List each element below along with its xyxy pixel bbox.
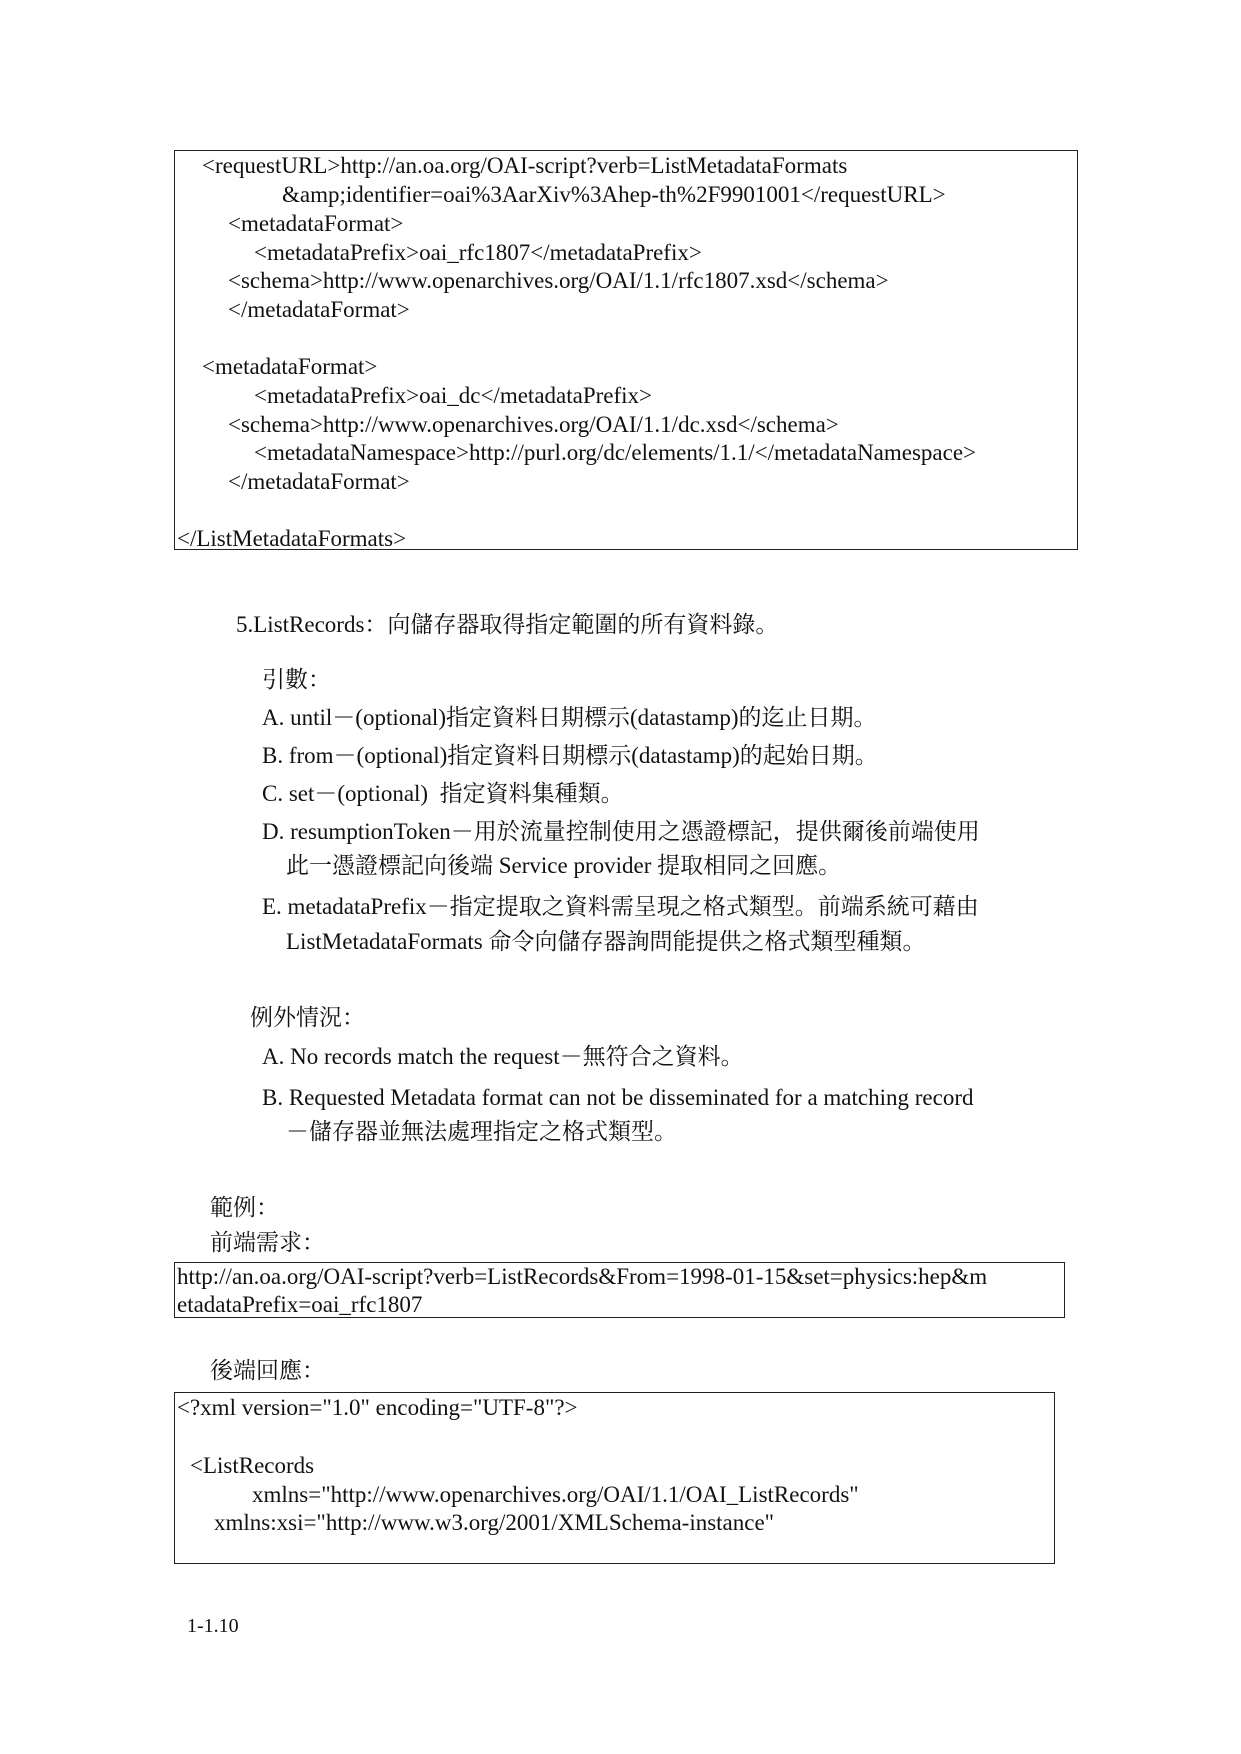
section-heading: 5.ListRecords：向儲存器取得指定範圍的所有資料錄。 — [236, 612, 779, 637]
response-label: 後端回應： — [210, 1358, 325, 1383]
exception-item: B. Requested Metadata format can not be disseminated for a matching record — [262, 1085, 974, 1110]
page-number: 1-1.10 — [187, 1615, 239, 1637]
code-line: </metadataFormat> — [228, 469, 410, 494]
arg-item-continuation: ListMetadataFormats 命令向儲存器詢問能提供之格式類型種類。 — [286, 929, 926, 954]
code-line: <schema>http://www.openarchives.org/OAI/1.1/rfc1807.xsd</schema> — [228, 268, 889, 293]
code-line: <metadataPrefix>oai_dc</metadataPrefix> — [254, 383, 653, 408]
code-line: <schema>http://www.openarchives.org/OAI/1.1/dc.xsd</schema> — [228, 412, 839, 437]
code-line: <metadataNamespace>http://purl.org/dc/elements/1.1/</metadataNamespace> — [254, 440, 977, 465]
response-line: xmlns="http://www.openarchives.org/OAI/1.1/OAI_ListRecords" — [252, 1482, 859, 1507]
arg-item: C. set－(optional) 指定資料集種類。 — [262, 781, 624, 806]
code-line: <metadataPrefix>oai_rfc1807</metadataPrefix> — [254, 240, 702, 265]
args-label: 引數： — [262, 667, 331, 692]
code-line: <requestURL>http://an.oa.org/OAI-script?verb=ListMetadataFormats — [202, 153, 848, 178]
arg-item: E. metadataPrefix－指定提取之資料需呈現之格式類型。前端系統可藉由 — [262, 894, 979, 919]
request-line: etadataPrefix=oai_rfc1807 — [177, 1292, 423, 1317]
request-label: 前端需求： — [210, 1230, 325, 1255]
arg-item: B. from－(optional)指定資料日期標示(datastamp)的起始日期。 — [262, 743, 878, 768]
response-line: <?xml version="1.0" encoding="UTF-8"?> — [177, 1395, 578, 1420]
example-label: 範例： — [210, 1195, 279, 1220]
exceptions-label: 例外情況： — [250, 1005, 365, 1030]
response-line: <ListRecords — [190, 1453, 315, 1478]
request-line: http://an.oa.org/OAI-script?verb=ListRecords&From=1998-01-15&set=physics:hep&m — [177, 1264, 988, 1289]
response-line: xmlns:xsi="http://www.w3.org/2001/XMLSchema-instance" — [214, 1510, 775, 1535]
exception-item: A. No records match the request－無符合之資料。 — [262, 1044, 744, 1069]
arg-item: A. until－(optional)指定資料日期標示(datastamp)的迄止日期。 — [262, 705, 877, 730]
arg-item: D. resumptionToken－用於流量控制使用之憑證標記，提供爾後前端使用 — [262, 819, 980, 844]
code-line: &amp;identifier=oai%3AarXiv%3Ahep-th%2F9901001</requestURL> — [282, 182, 946, 207]
arg-item-continuation: 此一憑證標記向後端 Service provider 提取相同之回應。 — [286, 853, 842, 878]
code-line: <metadataFormat> — [202, 354, 378, 379]
code-line: </ListMetadataFormats> — [177, 526, 407, 551]
exception-item-continuation: －儲存器並無法處理指定之格式類型。 — [286, 1119, 677, 1144]
code-line: </metadataFormat> — [228, 297, 410, 322]
code-line: <metadataFormat> — [228, 211, 404, 236]
